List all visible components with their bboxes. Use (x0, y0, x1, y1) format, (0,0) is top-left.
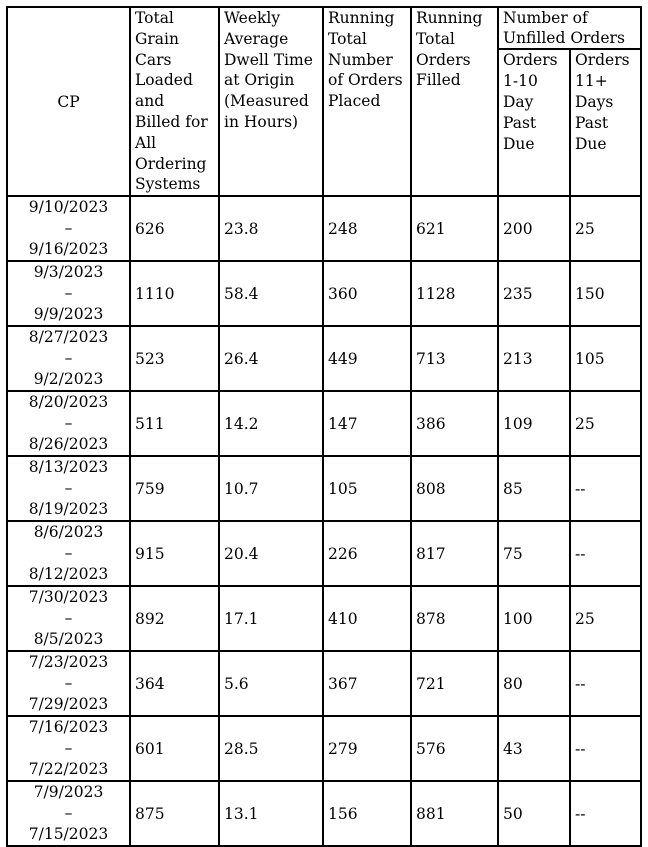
cell-past-due-1-10: 200 (498, 196, 570, 261)
date-end: 7/29/2023 (28, 695, 109, 714)
cell-dwell-time: 20.4 (219, 521, 323, 586)
date-sep: – (64, 739, 73, 758)
date-end: 9/16/2023 (28, 240, 109, 259)
cell-orders-placed: 248 (323, 196, 411, 261)
header-orders-filled: Running Total Orders Filled (411, 7, 498, 196)
cell-past-due-11-plus: 25 (570, 196, 641, 261)
cell-orders-placed: 279 (323, 716, 411, 781)
cell-total-cars: 511 (130, 391, 219, 456)
date-end: 8/26/2023 (28, 435, 109, 454)
cell-orders-filled: 817 (411, 521, 498, 586)
date-start: 7/23/2023 (28, 653, 109, 672)
cell-orders-filled: 721 (411, 651, 498, 716)
cell-cp-date-range (7, 261, 130, 326)
cell-past-due-11-plus: 25 (570, 391, 641, 456)
date-sep: – (64, 284, 73, 303)
date-start: 8/20/2023 (28, 393, 109, 412)
cell-orders-placed: 105 (323, 456, 411, 521)
cell-dwell-time: 23.8 (219, 196, 323, 261)
header-cp: CP (7, 7, 130, 196)
cell-total-cars: 759 (130, 456, 219, 521)
cell-cp-date-range (7, 651, 130, 716)
cell-dwell-time: 26.4 (219, 326, 323, 391)
date-start: 8/27/2023 (28, 328, 109, 347)
cell-past-due-1-10: 85 (498, 456, 570, 521)
date-start: 7/16/2023 (28, 718, 109, 737)
cell-orders-placed: 147 (323, 391, 411, 456)
date-start: 8/13/2023 (28, 458, 109, 477)
cell-past-due-11-plus: -- (570, 781, 641, 846)
date-sep: – (64, 414, 73, 433)
date-end: 7/22/2023 (28, 760, 109, 779)
cell-orders-filled: 386 (411, 391, 498, 456)
cell-past-due-11-plus: -- (570, 456, 641, 521)
table-row (7, 456, 641, 521)
cell-cp-date-range (7, 326, 130, 391)
cell-cp-date-range (7, 196, 130, 261)
table-row (7, 651, 641, 716)
cell-cp-date-range (7, 781, 130, 846)
cell-orders-filled: 878 (411, 586, 498, 651)
cell-orders-filled: 621 (411, 196, 498, 261)
header-dwell-time: Weekly Average Dwell Time at Origin (Measured in Hours) (219, 7, 323, 196)
cell-orders-placed: 226 (323, 521, 411, 586)
cell-orders-placed: 410 (323, 586, 411, 651)
date-end: 8/19/2023 (28, 500, 109, 519)
date-sep: – (64, 349, 73, 368)
date-sep: – (64, 609, 73, 628)
cell-orders-filled: 1128 (411, 261, 498, 326)
table-row (7, 716, 641, 781)
cell-orders-filled: 713 (411, 326, 498, 391)
header-total-cars: Total Grain Cars Loaded and Billed for All Ordering Systems (130, 7, 219, 196)
date-start: 8/6/2023 (33, 523, 104, 542)
date-sep: – (64, 479, 73, 498)
cell-cp-date-range (7, 716, 130, 781)
header-orders-placed: Running Total Number of Orders Placed (323, 7, 411, 196)
cell-dwell-time: 14.2 (219, 391, 323, 456)
cell-orders-placed: 360 (323, 261, 411, 326)
cell-past-due-1-10: 109 (498, 391, 570, 456)
cell-dwell-time: 17.1 (219, 586, 323, 651)
cell-past-due-1-10: 100 (498, 586, 570, 651)
cell-total-cars: 601 (130, 716, 219, 781)
cell-dwell-time: 28.5 (219, 716, 323, 781)
cell-cp-date-range (7, 521, 130, 586)
date-end: 9/2/2023 (33, 370, 104, 389)
date-end: 7/15/2023 (28, 825, 109, 844)
cell-cp-date-range (7, 586, 130, 651)
cell-cp-date-range (7, 456, 130, 521)
cell-orders-filled: 576 (411, 716, 498, 781)
cell-orders-filled: 881 (411, 781, 498, 846)
table-row (7, 326, 641, 391)
date-end: 8/12/2023 (28, 565, 109, 584)
cell-orders-placed: 367 (323, 651, 411, 716)
cell-total-cars: 523 (130, 326, 219, 391)
header-unfilled-orders: Number of Unfilled Orders (498, 7, 641, 49)
cell-total-cars: 892 (130, 586, 219, 651)
cell-past-due-11-plus: -- (570, 716, 641, 781)
cell-orders-placed: 449 (323, 326, 411, 391)
cell-total-cars: 626 (130, 196, 219, 261)
cell-dwell-time: 13.1 (219, 781, 323, 846)
date-sep: – (64, 544, 73, 563)
cell-cp-date-range (7, 391, 130, 456)
date-start: 9/3/2023 (33, 263, 104, 282)
table-row (7, 196, 641, 261)
table-row (7, 781, 641, 846)
date-sep: – (64, 804, 73, 823)
cell-total-cars: 875 (130, 781, 219, 846)
table-body (7, 196, 641, 846)
cell-past-due-1-10: 43 (498, 716, 570, 781)
cell-past-due-11-plus: 105 (570, 326, 641, 391)
table-row (7, 391, 641, 456)
cell-past-due-1-10: 213 (498, 326, 570, 391)
cell-orders-filled: 808 (411, 456, 498, 521)
cell-past-due-11-plus: 25 (570, 586, 641, 651)
cell-past-due-11-plus: 150 (570, 261, 641, 326)
header-past-due-11-plus: Orders 11+ Days Past Due (570, 49, 641, 196)
cell-orders-placed: 156 (323, 781, 411, 846)
table-row (7, 261, 641, 326)
header-past-due-1-10: Orders 1-10 Day Past Due (498, 49, 570, 196)
grain-cars-table (6, 6, 642, 847)
cell-past-due-1-10: 50 (498, 781, 570, 846)
cell-past-due-11-plus: -- (570, 651, 641, 716)
table-row (7, 521, 641, 586)
date-end: 8/5/2023 (33, 630, 104, 649)
cell-total-cars: 1110 (130, 261, 219, 326)
cell-dwell-time: 58.4 (219, 261, 323, 326)
cell-total-cars: 364 (130, 651, 219, 716)
cell-dwell-time: 5.6 (219, 651, 323, 716)
date-end: 9/9/2023 (33, 305, 104, 324)
date-start: 7/30/2023 (28, 588, 109, 607)
cell-past-due-1-10: 75 (498, 521, 570, 586)
cell-total-cars: 915 (130, 521, 219, 586)
cell-past-due-1-10: 235 (498, 261, 570, 326)
date-sep: – (64, 674, 73, 693)
cell-dwell-time: 10.7 (219, 456, 323, 521)
date-start: 7/9/2023 (33, 783, 104, 802)
table-row (7, 586, 641, 651)
date-sep: – (64, 219, 73, 238)
date-start: 9/10/2023 (28, 198, 109, 217)
cell-past-due-11-plus: -- (570, 521, 641, 586)
cell-past-due-1-10: 80 (498, 651, 570, 716)
